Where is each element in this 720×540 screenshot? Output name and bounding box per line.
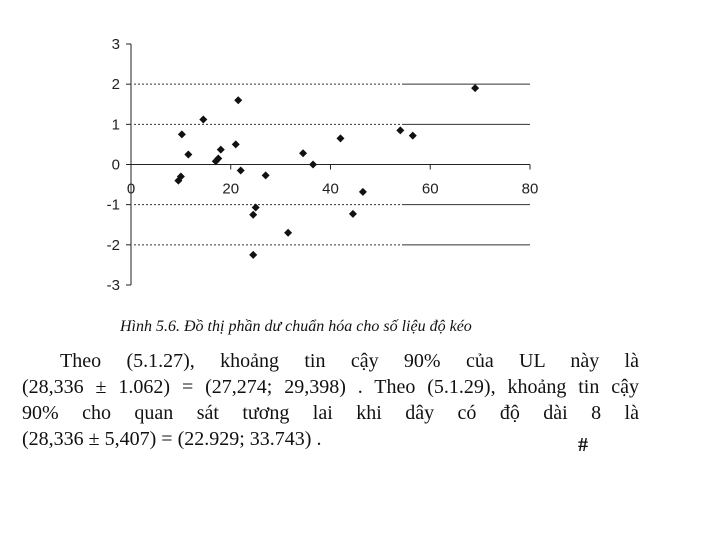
paragraph [22, 348, 639, 452]
data-point [396, 126, 404, 134]
x-tick-label: 0 [126, 180, 136, 198]
data-point [309, 161, 317, 169]
data-point [249, 211, 257, 219]
x-tick-label: 80 [521, 180, 539, 198]
end-of-example-mark: # [578, 434, 588, 456]
data-point [249, 251, 257, 259]
data-point [178, 130, 186, 138]
data-point [237, 167, 245, 175]
y-tick-label: -3 [106, 277, 120, 294]
y-tick-label: 3 [111, 36, 120, 53]
data-point [184, 150, 192, 158]
data-point [232, 140, 240, 148]
y-tick-label: 2 [111, 76, 120, 94]
data-point [299, 149, 307, 157]
y-tick-label: -2 [106, 236, 120, 254]
data-point [471, 84, 479, 92]
data-point [199, 116, 207, 124]
paragraph-line-4: (28,336 ± 5,407) = (22.929; 33.743) . [22, 428, 322, 450]
paragraph-line-1: Theo (5.1.27), khoảng tin cậy 90% của UL này là [60, 350, 639, 372]
data-point [234, 96, 242, 104]
x-tick-label: 20 [222, 180, 240, 198]
y-tick-label: 0 [111, 156, 120, 174]
data-point [262, 171, 270, 179]
data-point [409, 132, 417, 140]
data-points [174, 84, 479, 259]
chart-axes [126, 44, 530, 285]
figure-caption: Hình 5.6. Đồ thị phần dư chuẩn hóa cho số liệu độ kéo [120, 318, 472, 335]
data-point [217, 146, 225, 154]
paragraph-line-2: (28,336 ± 1.062) = (27,274; 29,398) . Theo (5.1.29), khoảng tin cậy [22, 376, 639, 398]
data-point [359, 188, 367, 196]
data-point [284, 229, 292, 237]
data-point [349, 210, 357, 218]
x-tick-label: 40 [322, 180, 339, 198]
x-tick-label: 60 [421, 180, 439, 198]
y-tick-label: -1 [106, 196, 120, 214]
data-point [336, 134, 344, 142]
paragraph-line-3: 90% cho quan sát tương lai khi dây có độ dài 8 là [22, 402, 639, 424]
y-tick-label: 1 [111, 116, 120, 134]
